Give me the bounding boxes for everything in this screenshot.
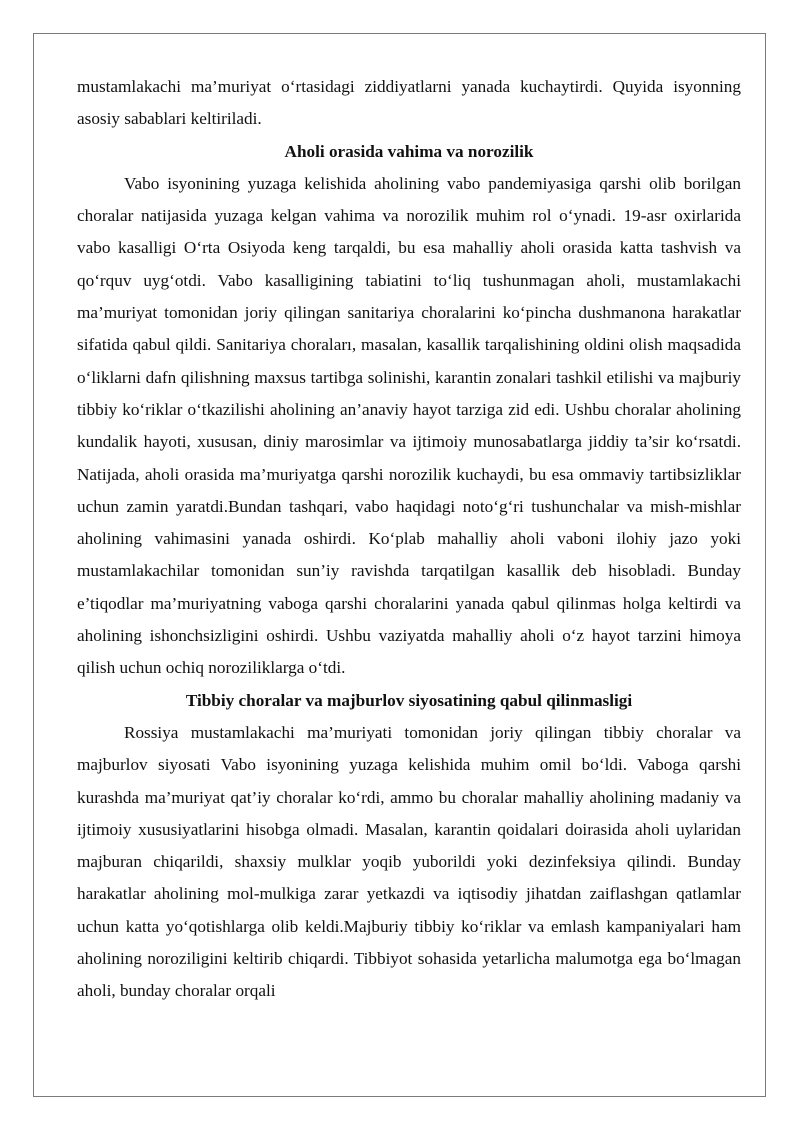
section-heading-medical-measures: Tibbiy choralar va majburlov siyosatining qabul qilinmasligi bbox=[185, 690, 633, 710]
paragraph-medical-measures: Rossiya mustamlakachi ma’muriyati tomonidan joriy qilingan tibbiy choralar va majburlov siyosati Vabo isyonining yuzaga kelishida muhim omil bo‘ldi. Vaboga qarshi kurashda ma’muriyat qat’iy choralar ko‘rdi, ammo bu choralar mahalliy aholining madaniy va ijtimoiy xususiyatlarini hisobga olmadi. Masalan, karantin qoidalari doirasida aholi uylaridan majburan chiqarildi, shaxsiy mulklar yoqib yuborildi yoki dezinfeksiya qilindi. Bunday harakatlar aholining mol-mulkiga zarar yetkazdi va iqtisodiy jihatdan zaiflashgan qatlamlar uchun katta yo‘qotishlarga olib keldi.Majburiy tibbiy ko‘riklar va emlash kampaniyalari ham aholining noroziligini keltirib chiqardi. Tibbiyot sohasida yetarlicha malumotga ega bo‘lmagan aholi, bunday choralar orqali bbox=[77, 722, 741, 1001]
paragraph-panic: Vabo isyonining yuzaga kelishida aholining vabo pandemiyasiga qarshi olib borilgan choralar natijasida yuzaga kelgan vahima va norozilik muhim rol o‘ynadi. 19-asr oxirlarida vabo kasalligi O‘rta Osiyoda keng tarqaldi, bu esa mahalliy aholi orasida katta tashvish va qo‘rquv uyg‘otdi. Vabo kasalligining tabiatini to‘liq tushunmagan aholi, mustamlakachi ma’muriyat tomonidan joriy qilingan sanitariya choralarini ko‘pincha dushmanona harakatlar sifatida qabul qildi. Sanitariya choraları, masalan, kasallik tarqalishining oldini olish maqsadida o‘liklarni dafn qilishning maxsus tartibga solinishi, karantin zonalari tashkil etilishi va majburiy tibbiy ko‘riklar o‘tkazilishi aholining an’anaviy hayot tarziga zid edi. Ushbu choralar aholining kundalik hayoti, xususan, diniy marosimlar va ijtimoiy munosabatlarga jiddiy ta’sir ko‘rsatdi. Natijada, aholi orasida ma’muriyatga qarshi norozilik kuchaydi, bu esa ommaviy tartibsizliklar uchun zamin yaratdi.Bundan tashqari, vabo haqidagi noto‘g‘ri tushunchalar va mish-mishlar aholining vahimasini yanada oshirdi. Ko‘plab mahalliy aholi vaboni ilohiy jazo yoki mustamlakachilar tomonidan sun’iy ravishda tarqatilgan kasallik deb hisobladi. Bunday e’tiqodlar ma’muriyatning vaboga qarshi choralarini yanada qabul qilinmas holga keltirdi va aholining ishonchsizligini oshirdi. Ushbu vaziyatda mahalliy aholi o‘z hayot tarzini himoya qilish uchun ochiq noroziliklarga o‘tdi. bbox=[77, 173, 741, 678]
paragraph-intro-continuation: mustamlakachi ma’muriyat o‘rtasidagi ziddiyatlarni yanada kuchaytirdi. Quyida isyonning asosiy sabablari keltiriladi. bbox=[77, 77, 741, 129]
section-heading-panic: Aholi orasida vahima va norozilik bbox=[284, 141, 534, 161]
document-body bbox=[77, 71, 741, 1008]
